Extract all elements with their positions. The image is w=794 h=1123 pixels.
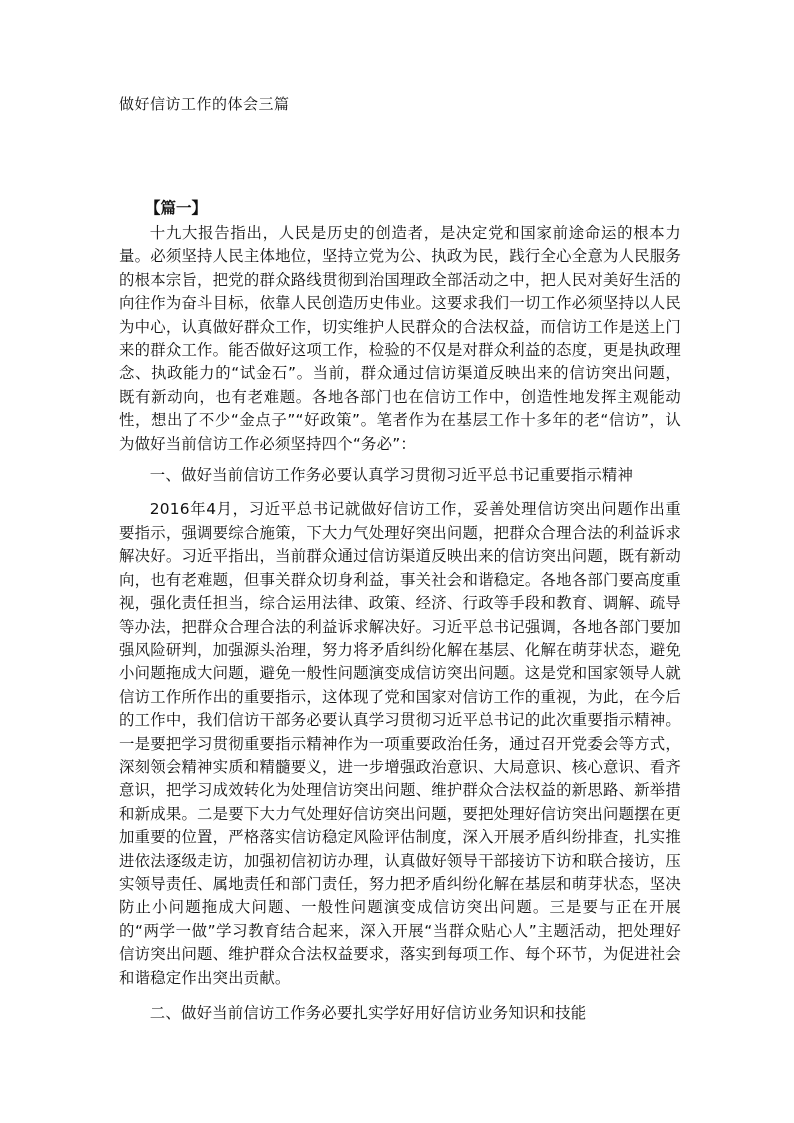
paragraph-spacer bbox=[119, 990, 681, 1002]
heading-2: 二、做好当前信访工作务必要扎实学好用好信访业务知识和技能 bbox=[149, 1004, 587, 1022]
document-title: 做好信访工作的体会三篇 bbox=[119, 95, 290, 113]
heading-1: 一、做好当前信访工作务必要认真学习贯彻习近平总书记重要指示精神 bbox=[149, 466, 634, 485]
document-body bbox=[119, 222, 681, 1025]
body-paragraph-1: 2016年4月，习近平总书记就做好信访工作，妥善处理信访突出问题作出重要指示，强调要综合施策，下大力气处理好突出问题，把群众合理合法的利益诉求解决好。习近平指出，当前群众通过信访渠道反映出来的信访突出问题，既有新动向，也有老难题，但事关群众切身利益，事关社会和谐稳定。各地各部门要高度重视，强化责任担当，综合运用法律、政策、经济、行政等手段和教育、调解、疏导等办法，把群众合理合法的利益诉求解决好。习近平总书记强调，各地各部门要加强风险研判，加强源头治理，努力将矛盾纠纷化解在基层、化解在萌芽状态，避免小问题拖成大问题，避免一般性问题演变成信访突出问题。这是党和国家领导人就信访工作所作出的重要指示，这体现了党和国家对信访工作的重视，为此，在今后的工作中，我们信访干部务必要认真学习贯彻习近平总书记的此次重要指示精神。一是要把学习贯彻重要指示精神作为一项重要政治任务，通过召开党委会等方式，深刻领会精神实质和精髓要义，进一步增强政治意识、大局意识、核心意识、看齐意识，把学习成效转化为处理信访突出问题、维护群众合法权益的新思路、新举措和新成果。二是要下大力气处理好信访突出问题，要把处理好信访突出问题摆在更加重要的位置，严格落实信访稳定风险评估制度，深入开展矛盾纠纷排查，扎实推进依法逐级走访，加强初信初访办理，认真做好领导干部接访下访和联合接访，压实领导责任、属地责任和部门责任，努力把矛盾纠纷化解在基层和萌芽状态，坚决防止小问题拖成大问题、一般性问题演变成信访突出问题。三是要与正在开展的“两学一做”学习教育结合起来，深入开展“当群众贴心人”主题活动，把处理好信访突出问题、维护群众合法权益要求，落实到每项工作、每个环节，为促进社会和谐稳定作出突出贡献。 bbox=[119, 500, 681, 987]
paragraph-spacer bbox=[119, 456, 681, 464]
paragraph-spacer bbox=[119, 487, 681, 498]
section-label: 【篇一】 bbox=[145, 199, 208, 217]
intro-paragraph: 十九大报告指出，人民是历史的创造者，是决定党和国家前途命运的根本力量。必须坚持人民主体地位，坚持立党为公、执政为民，践行全心全意为人民服务的根本宗旨，把党的群众路线贯彻到治国理政全部活动之中，把人民对美好生活的向往作为奋斗目标，依靠人民创造历史伟业。这要求我们一切工作必须坚持以人民为中心，认真做好群众工作，切实维护人民群众的合法权益，而信访工作是送上门来的群众工作。能否做好这项工作，检验的不仅是对群众利益的态度，更是执政理念、执政能力的“试金石”。当前，群众通过信访渠道反映出来的信访突出问题，既有新动向，也有老难题。各地各部门也在信访工作中，创造性地发挥主观能动性，想出了不少“金点子”“好政策”。笔者作为在基层工作十多年的老“信访”，认为做好当前信访工作必须坚持四个“务必”： bbox=[119, 224, 681, 453]
